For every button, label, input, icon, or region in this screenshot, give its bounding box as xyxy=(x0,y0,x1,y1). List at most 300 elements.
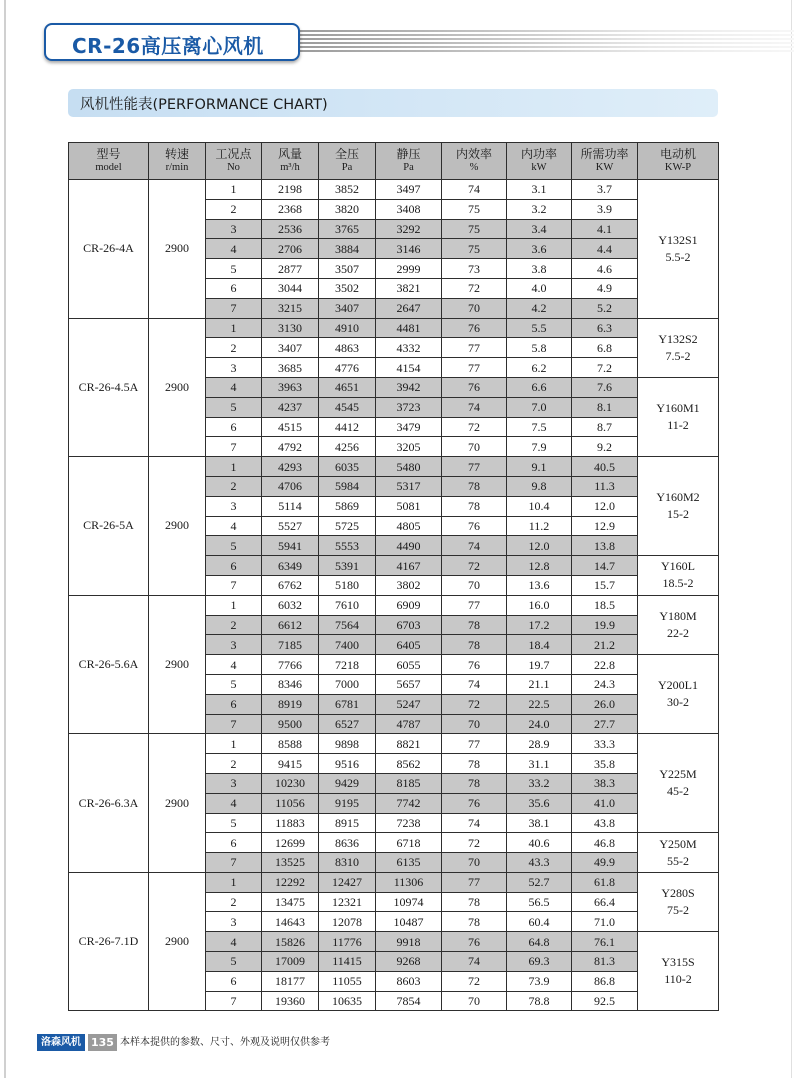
data-cell: 15826 xyxy=(262,932,319,952)
data-cell: 6781 xyxy=(319,694,376,714)
data-cell: 4 xyxy=(206,239,262,259)
data-cell: 49.9 xyxy=(572,853,638,873)
data-cell: 5869 xyxy=(319,496,376,516)
data-cell: 10487 xyxy=(376,912,442,932)
data-cell: 2368 xyxy=(262,199,319,219)
data-cell: 78 xyxy=(442,773,507,793)
data-cell: 6135 xyxy=(376,853,442,873)
motor-model: Y315S xyxy=(661,955,695,970)
speed-cell: 2900 xyxy=(149,318,206,457)
data-cell: 8562 xyxy=(376,754,442,774)
data-cell: 40.5 xyxy=(572,457,638,477)
data-cell: 1 xyxy=(206,595,262,615)
data-cell: 10.4 xyxy=(507,496,572,516)
page-title: CR-26高压离心风机 xyxy=(72,34,264,58)
data-cell: 4.6 xyxy=(572,259,638,279)
data-cell: 4237 xyxy=(262,397,319,417)
data-cell: 19360 xyxy=(262,991,319,1011)
data-cell: 76 xyxy=(442,377,507,397)
data-cell: 3685 xyxy=(262,358,319,378)
data-cell: 4776 xyxy=(319,358,376,378)
data-cell: 11415 xyxy=(319,952,376,972)
data-cell: 19.7 xyxy=(507,655,572,675)
model-cell: CR-26-7.1D xyxy=(69,872,149,1011)
motor-model: Y180M xyxy=(659,608,697,623)
data-cell: 7 xyxy=(206,853,262,873)
motor-power: 75-2 xyxy=(667,903,689,918)
data-cell: 8603 xyxy=(376,971,442,991)
data-cell: 7 xyxy=(206,714,262,734)
data-cell: 8185 xyxy=(376,773,442,793)
data-cell: 72 xyxy=(442,833,507,853)
data-cell: 9.8 xyxy=(507,476,572,496)
column-header-cn: 所需功率 xyxy=(580,147,629,161)
data-cell: 77 xyxy=(442,358,507,378)
data-cell: 3821 xyxy=(376,278,442,298)
data-cell: 71.0 xyxy=(572,912,638,932)
data-cell: 74 xyxy=(442,674,507,694)
model-cell: CR-26-6.3A xyxy=(69,734,149,873)
motor-model: Y160M1 xyxy=(656,401,700,416)
data-cell: 1 xyxy=(206,872,262,892)
data-cell: 1 xyxy=(206,734,262,754)
speed-cell: 2900 xyxy=(149,180,206,319)
data-cell: 11306 xyxy=(376,872,442,892)
data-cell: 2706 xyxy=(262,239,319,259)
data-cell: 4256 xyxy=(319,437,376,457)
data-cell: 4332 xyxy=(376,338,442,358)
data-cell: 9268 xyxy=(376,952,442,972)
data-cell: 41.0 xyxy=(572,793,638,813)
data-cell: 3215 xyxy=(262,298,319,318)
data-cell: 12292 xyxy=(262,872,319,892)
data-cell: 38.3 xyxy=(572,773,638,793)
data-cell: 6349 xyxy=(262,556,319,576)
data-cell: 92.5 xyxy=(572,991,638,1011)
data-cell: 9415 xyxy=(262,754,319,774)
data-cell: 5391 xyxy=(319,556,376,576)
data-cell: 4545 xyxy=(319,397,376,417)
table-row xyxy=(69,318,719,338)
data-cell: 70 xyxy=(442,298,507,318)
data-cell: 5553 xyxy=(319,536,376,556)
data-cell: 4490 xyxy=(376,536,442,556)
data-cell: 7766 xyxy=(262,655,319,675)
data-cell: 5114 xyxy=(262,496,319,516)
data-cell: 5081 xyxy=(376,496,442,516)
data-cell: 72 xyxy=(442,278,507,298)
section-title-bar xyxy=(68,89,718,117)
data-cell: 72 xyxy=(442,417,507,437)
column-header-cn: 风量 xyxy=(277,147,302,161)
section-title: 风机性能表(PERFORMANCE CHART) xyxy=(80,97,328,113)
data-cell: 3 xyxy=(206,219,262,239)
motor-cell xyxy=(638,833,719,873)
data-cell: 74 xyxy=(442,180,507,200)
column-header xyxy=(262,143,319,180)
page-frame-right xyxy=(791,0,792,1078)
data-cell: 16.0 xyxy=(507,595,572,615)
data-cell: 70 xyxy=(442,437,507,457)
data-cell: 75 xyxy=(442,239,507,259)
data-cell: 43.8 xyxy=(572,813,638,833)
data-cell: 3963 xyxy=(262,377,319,397)
motor-power: 15-2 xyxy=(667,507,689,522)
speed-cell: 2900 xyxy=(149,457,206,596)
data-cell: 5480 xyxy=(376,457,442,477)
data-cell: 6035 xyxy=(319,457,376,477)
data-cell: 6 xyxy=(206,417,262,437)
data-cell: 73.9 xyxy=(507,971,572,991)
motor-model: Y132S2 xyxy=(658,331,698,346)
header-decor-lines xyxy=(294,30,794,54)
data-cell: 26.0 xyxy=(572,694,638,714)
data-cell: 21.1 xyxy=(507,674,572,694)
data-cell: 3146 xyxy=(376,239,442,259)
motor-cell xyxy=(638,318,719,377)
data-cell: 76 xyxy=(442,318,507,338)
data-cell: 5.2 xyxy=(572,298,638,318)
table-header-row xyxy=(69,143,719,180)
column-header-unit: Pa xyxy=(403,162,414,173)
data-cell: 2 xyxy=(206,199,262,219)
data-cell: 43.3 xyxy=(507,853,572,873)
data-cell: 4515 xyxy=(262,417,319,437)
data-cell: 9516 xyxy=(319,754,376,774)
data-cell: 60.4 xyxy=(507,912,572,932)
data-cell: 6032 xyxy=(262,595,319,615)
data-cell: 4.4 xyxy=(572,239,638,259)
data-cell: 70 xyxy=(442,714,507,734)
data-cell: 69.3 xyxy=(507,952,572,972)
data-cell: 72 xyxy=(442,694,507,714)
data-cell: 3.7 xyxy=(572,180,638,200)
data-cell: 24.3 xyxy=(572,674,638,694)
data-cell: 6.3 xyxy=(572,318,638,338)
data-cell: 5 xyxy=(206,259,262,279)
data-cell: 4805 xyxy=(376,516,442,536)
data-cell: 70 xyxy=(442,991,507,1011)
data-cell: 9898 xyxy=(319,734,376,754)
data-cell: 1 xyxy=(206,457,262,477)
data-cell: 5657 xyxy=(376,674,442,694)
motor-cell xyxy=(638,932,719,1011)
data-cell: 3 xyxy=(206,496,262,516)
data-cell: 11056 xyxy=(262,793,319,813)
data-cell: 7.5 xyxy=(507,417,572,437)
data-cell: 21.2 xyxy=(572,635,638,655)
data-cell: 4 xyxy=(206,516,262,536)
table-row xyxy=(69,180,719,200)
motor-model: Y160L xyxy=(661,559,695,574)
data-cell: 12699 xyxy=(262,833,319,853)
data-cell: 2 xyxy=(206,892,262,912)
data-cell: 5725 xyxy=(319,516,376,536)
data-cell: 76 xyxy=(442,516,507,536)
data-cell: 74 xyxy=(442,536,507,556)
data-cell: 6 xyxy=(206,556,262,576)
speed-cell: 2900 xyxy=(149,872,206,1011)
motor-power: 30-2 xyxy=(667,695,689,710)
data-cell: 22.8 xyxy=(572,655,638,675)
data-cell: 8.7 xyxy=(572,417,638,437)
data-cell: 7.6 xyxy=(572,377,638,397)
data-cell: 13525 xyxy=(262,853,319,873)
data-cell: 3884 xyxy=(319,239,376,259)
motor-cell xyxy=(638,377,719,456)
data-cell: 77 xyxy=(442,338,507,358)
data-cell: 4.1 xyxy=(572,219,638,239)
model-cell: CR-26-4A xyxy=(69,180,149,319)
data-cell: 6.8 xyxy=(572,338,638,358)
data-cell: 3802 xyxy=(376,575,442,595)
data-cell: 17.2 xyxy=(507,615,572,635)
data-cell: 6.2 xyxy=(507,358,572,378)
data-cell: 73 xyxy=(442,259,507,279)
motor-model: Y132S1 xyxy=(658,232,698,247)
performance-table xyxy=(68,142,719,1011)
data-cell: 9918 xyxy=(376,932,442,952)
data-cell: 3765 xyxy=(319,219,376,239)
motor-power: 110-2 xyxy=(664,972,692,987)
data-cell: 7610 xyxy=(319,595,376,615)
column-header-unit: KW-P xyxy=(664,162,692,173)
table-row xyxy=(69,595,719,615)
table-row xyxy=(69,734,719,754)
data-cell: 8919 xyxy=(262,694,319,714)
data-cell: 4706 xyxy=(262,476,319,496)
data-cell: 17009 xyxy=(262,952,319,972)
data-cell: 74 xyxy=(442,813,507,833)
data-cell: 3407 xyxy=(319,298,376,318)
data-cell: 5 xyxy=(206,536,262,556)
data-cell: 46.8 xyxy=(572,833,638,853)
data-cell: 75 xyxy=(442,199,507,219)
data-cell: 13475 xyxy=(262,892,319,912)
data-cell: 5 xyxy=(206,952,262,972)
data-cell: 3 xyxy=(206,912,262,932)
data-cell: 78.8 xyxy=(507,991,572,1011)
data-cell: 7 xyxy=(206,991,262,1011)
data-cell: 11.2 xyxy=(507,516,572,536)
data-cell: 1 xyxy=(206,180,262,200)
data-cell: 2 xyxy=(206,476,262,496)
data-cell: 76.1 xyxy=(572,932,638,952)
column-header-cn: 转速 xyxy=(164,147,189,161)
data-cell: 8915 xyxy=(319,813,376,833)
column-header-unit: Pa xyxy=(341,162,353,173)
data-cell: 7400 xyxy=(319,635,376,655)
motor-model: Y200L1 xyxy=(658,678,698,693)
data-cell: 77 xyxy=(442,872,507,892)
data-cell: 2198 xyxy=(262,180,319,200)
data-cell: 4 xyxy=(206,377,262,397)
data-cell: 4.9 xyxy=(572,278,638,298)
data-cell: 7 xyxy=(206,298,262,318)
data-cell: 27.7 xyxy=(572,714,638,734)
data-cell: 7 xyxy=(206,575,262,595)
column-header-unit: m³/h xyxy=(280,162,300,173)
data-cell: 66.4 xyxy=(572,892,638,912)
data-cell: 13.8 xyxy=(572,536,638,556)
column-header-unit: No xyxy=(227,162,240,173)
column-header-cn: 工况点 xyxy=(215,147,252,161)
data-cell: 5 xyxy=(206,674,262,694)
data-cell: 2 xyxy=(206,338,262,358)
data-cell: 7742 xyxy=(376,793,442,813)
motor-power: 11-2 xyxy=(667,418,689,433)
data-cell: 4792 xyxy=(262,437,319,457)
data-cell: 5984 xyxy=(319,476,376,496)
column-header xyxy=(572,143,638,180)
data-cell: 6405 xyxy=(376,635,442,655)
data-cell: 22.5 xyxy=(507,694,572,714)
data-cell: 28.9 xyxy=(507,734,572,754)
data-cell: 6 xyxy=(206,833,262,853)
motor-cell xyxy=(638,457,719,556)
footer-page-number: 135 xyxy=(88,1034,117,1051)
data-cell: 8310 xyxy=(319,853,376,873)
data-cell: 18.4 xyxy=(507,635,572,655)
data-cell: 3.9 xyxy=(572,199,638,219)
data-cell: 4481 xyxy=(376,318,442,338)
column-header xyxy=(149,143,206,180)
data-cell: 4.0 xyxy=(507,278,572,298)
motor-power: 55-2 xyxy=(667,853,689,868)
data-cell: 3852 xyxy=(319,180,376,200)
data-cell: 70 xyxy=(442,853,507,873)
data-cell: 76 xyxy=(442,793,507,813)
data-cell: 14.7 xyxy=(572,556,638,576)
data-cell: 3942 xyxy=(376,377,442,397)
data-cell: 7218 xyxy=(319,655,376,675)
data-cell: 6 xyxy=(206,694,262,714)
data-cell: 3407 xyxy=(262,338,319,358)
column-header xyxy=(442,143,507,180)
data-cell: 3044 xyxy=(262,278,319,298)
data-cell: 4 xyxy=(206,793,262,813)
column-header-unit: kW xyxy=(531,162,547,173)
data-cell: 2647 xyxy=(376,298,442,318)
data-cell: 76 xyxy=(442,932,507,952)
data-cell: 3.1 xyxy=(507,180,572,200)
page-frame-left xyxy=(4,0,6,1078)
data-cell: 70 xyxy=(442,575,507,595)
data-cell: 8588 xyxy=(262,734,319,754)
data-cell: 12.8 xyxy=(507,556,572,576)
column-header-unit: model xyxy=(95,162,122,173)
data-cell: 5247 xyxy=(376,694,442,714)
data-cell: 77 xyxy=(442,595,507,615)
speed-cell: 2900 xyxy=(149,734,206,873)
data-cell: 11883 xyxy=(262,813,319,833)
data-cell: 11776 xyxy=(319,932,376,952)
data-cell: 3.6 xyxy=(507,239,572,259)
data-cell: 5 xyxy=(206,397,262,417)
column-header-cn: 电动机 xyxy=(659,147,696,161)
data-cell: 6055 xyxy=(376,655,442,675)
column-header-cn: 全压 xyxy=(334,147,359,161)
data-cell: 3.8 xyxy=(507,259,572,279)
data-cell: 3408 xyxy=(376,199,442,219)
data-cell: 4 xyxy=(206,932,262,952)
data-cell: 77 xyxy=(442,457,507,477)
motor-cell xyxy=(638,734,719,833)
data-cell: 61.8 xyxy=(572,872,638,892)
data-cell: 3205 xyxy=(376,437,442,457)
data-cell: 86.8 xyxy=(572,971,638,991)
data-cell: 5 xyxy=(206,813,262,833)
data-cell: 78 xyxy=(442,615,507,635)
data-cell: 74 xyxy=(442,952,507,972)
data-cell: 5317 xyxy=(376,476,442,496)
data-cell: 8.1 xyxy=(572,397,638,417)
data-cell: 5.8 xyxy=(507,338,572,358)
data-cell: 3479 xyxy=(376,417,442,437)
data-cell: 6718 xyxy=(376,833,442,853)
column-header-cn: 内功率 xyxy=(520,147,557,161)
data-cell: 35.8 xyxy=(572,754,638,774)
data-cell: 7564 xyxy=(319,615,376,635)
data-cell: 2 xyxy=(206,754,262,774)
data-cell: 7.2 xyxy=(572,358,638,378)
data-cell: 81.3 xyxy=(572,952,638,972)
data-cell: 9.2 xyxy=(572,437,638,457)
column-header xyxy=(638,143,719,180)
column-header-unit: r/min xyxy=(165,162,189,173)
data-cell: 4412 xyxy=(319,417,376,437)
data-cell: 12.0 xyxy=(507,536,572,556)
column-header-cn: 内效率 xyxy=(455,147,492,161)
motor-cell xyxy=(638,556,719,596)
data-cell: 3.4 xyxy=(507,219,572,239)
data-cell: 52.7 xyxy=(507,872,572,892)
data-cell: 3.2 xyxy=(507,199,572,219)
column-header-unit: KW xyxy=(595,162,614,173)
motor-cell xyxy=(638,180,719,319)
footer-brand: 洛森风机 xyxy=(37,1034,85,1051)
data-cell: 4 xyxy=(206,655,262,675)
data-cell: 78 xyxy=(442,892,507,912)
data-cell: 4651 xyxy=(319,377,376,397)
data-cell: 76 xyxy=(442,655,507,675)
data-cell: 6703 xyxy=(376,615,442,635)
data-cell: 3723 xyxy=(376,397,442,417)
data-cell: 10230 xyxy=(262,773,319,793)
data-cell: 4167 xyxy=(376,556,442,576)
column-header-unit: % xyxy=(469,162,479,173)
page-header xyxy=(44,20,794,60)
data-cell: 9429 xyxy=(319,773,376,793)
column-header xyxy=(319,143,376,180)
data-cell: 13.6 xyxy=(507,575,572,595)
data-cell: 6.6 xyxy=(507,377,572,397)
data-cell: 3507 xyxy=(319,259,376,279)
data-cell: 8346 xyxy=(262,674,319,694)
data-cell: 75 xyxy=(442,219,507,239)
data-cell: 12078 xyxy=(319,912,376,932)
motor-power: 18.5-2 xyxy=(662,576,694,591)
data-cell: 3502 xyxy=(319,278,376,298)
data-cell: 74 xyxy=(442,397,507,417)
data-cell: 31.1 xyxy=(507,754,572,774)
data-cell: 5.5 xyxy=(507,318,572,338)
data-cell: 6 xyxy=(206,278,262,298)
data-cell: 11.3 xyxy=(572,476,638,496)
data-cell: 3 xyxy=(206,358,262,378)
data-cell: 7.0 xyxy=(507,397,572,417)
data-cell: 7.9 xyxy=(507,437,572,457)
